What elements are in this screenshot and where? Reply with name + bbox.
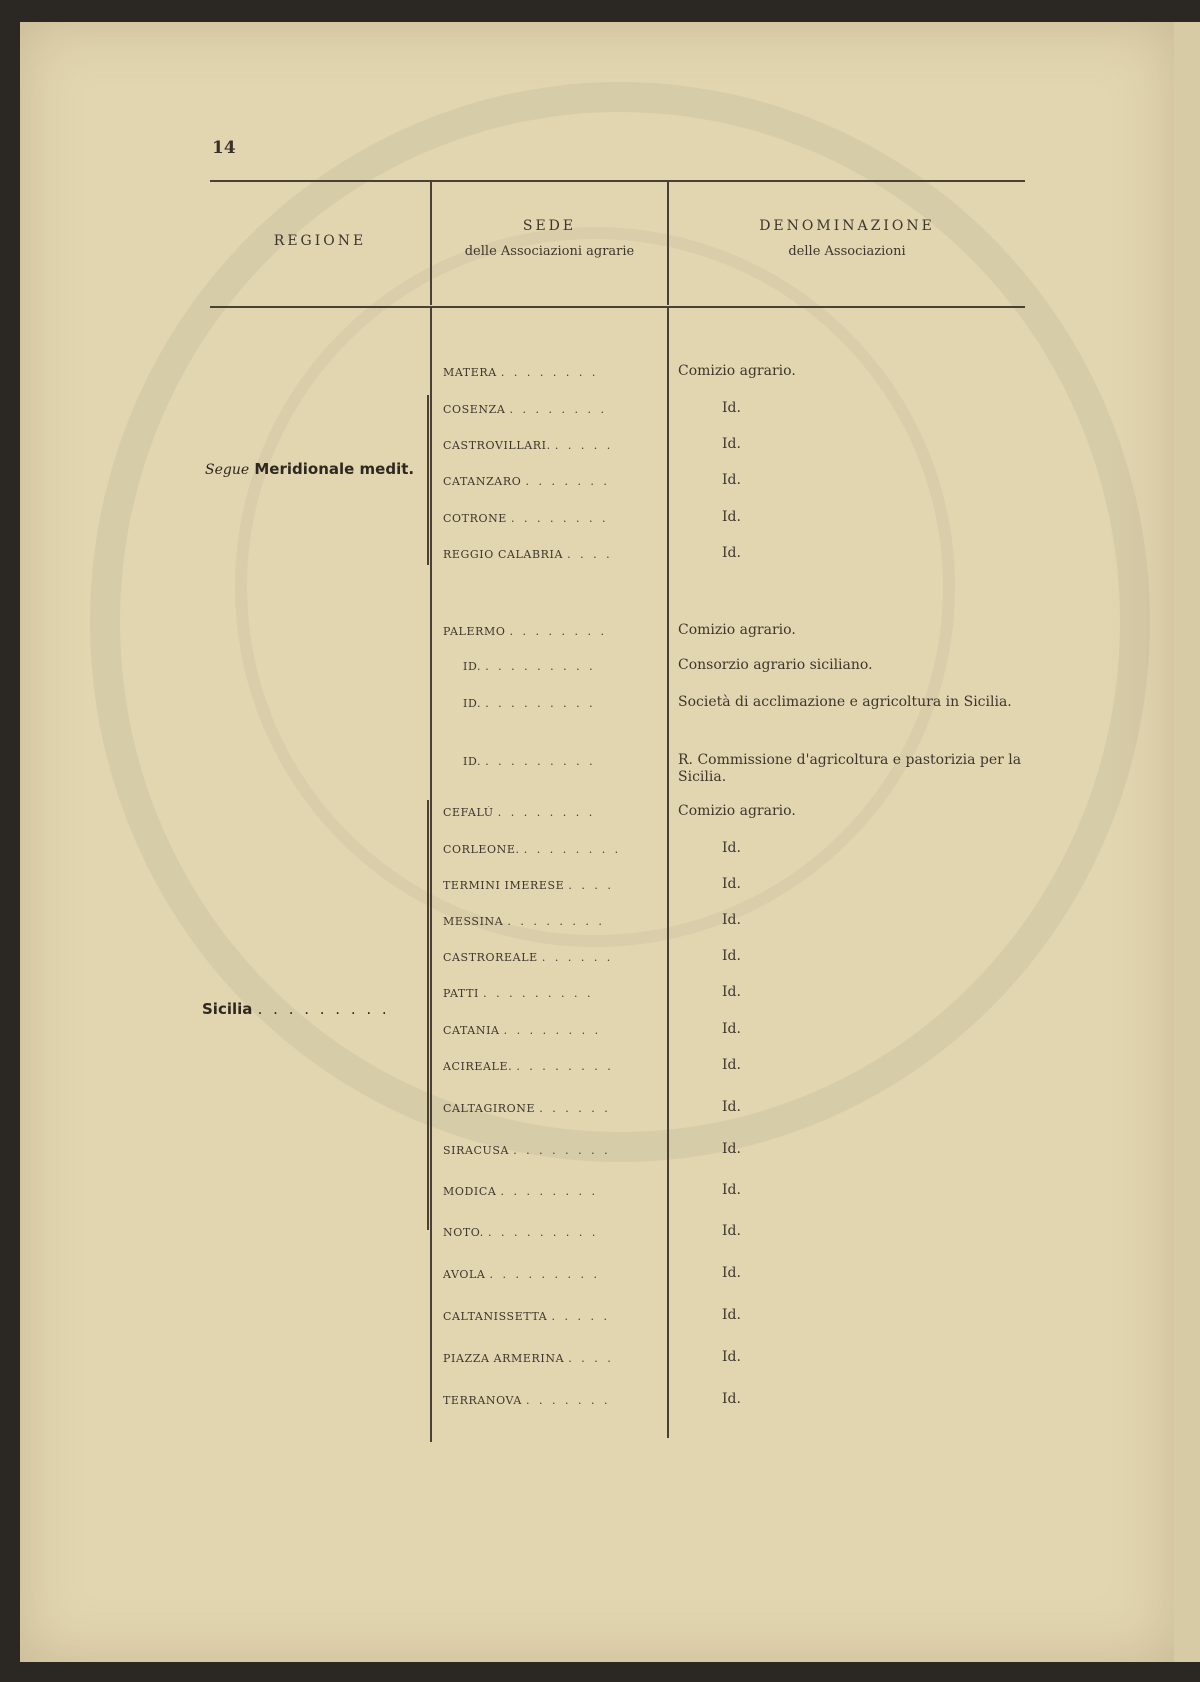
- table-row-denominazione: Id.: [722, 1057, 741, 1073]
- sede-dots: . . . . . . . .: [509, 403, 607, 416]
- sede-dots: . . . . . . . .: [500, 1185, 598, 1198]
- header-sede-sub: delle Associazioni agrarie: [464, 244, 635, 259]
- sede-dots: . . . . . . . . .: [485, 660, 596, 673]
- sede-dots: . . . . . . . .: [523, 843, 622, 856]
- table-row-sede: [443, 439, 658, 452]
- table-row-sede: [443, 403, 658, 416]
- table-row-sede: [443, 843, 658, 856]
- sede-dots: . . . . . . .: [525, 1394, 611, 1407]
- sede-dots: . . . . . . . .: [503, 1024, 602, 1037]
- table-row-sede: [463, 660, 678, 673]
- table-row-denominazione: Id.: [722, 509, 741, 525]
- col-divider-1-body: [430, 308, 432, 1442]
- table-row-sede: [443, 1226, 658, 1239]
- header-regione-label: REGIONE: [273, 233, 367, 249]
- sede-name: ID.: [463, 755, 482, 768]
- sede-dots: . . . . . . . . .: [489, 1268, 600, 1281]
- header-sede-label: SEDE: [522, 218, 577, 234]
- sede-name: CATANZARO: [443, 475, 522, 488]
- sede-name: TERRANOVA: [443, 1394, 522, 1407]
- table-row-sede: [443, 879, 658, 892]
- table-row-denominazione: Id.: [722, 1021, 741, 1037]
- sede-dots: . . . . . . . .: [511, 512, 609, 525]
- page-number: 14: [212, 138, 236, 158]
- table-row-denominazione: Id.: [722, 840, 741, 856]
- sede-name: PALERMO: [443, 625, 506, 638]
- region-dots: . . . . . . . . .: [257, 1000, 390, 1018]
- sede-name: CORLEONE.: [443, 843, 520, 856]
- sede-name: PATTI: [443, 987, 479, 1000]
- table-row-denominazione: Id.: [722, 948, 741, 964]
- table-row-sede: [443, 625, 658, 638]
- table-row-sede: [443, 1024, 658, 1037]
- table-row-denominazione: Id.: [722, 1182, 741, 1198]
- sede-dots: . . . . . . . .: [509, 625, 607, 638]
- sede-name: MODICA: [443, 1185, 497, 1198]
- header-regione: [210, 233, 430, 249]
- table-row-sede: [443, 915, 658, 928]
- table-row-sede: [443, 1144, 658, 1157]
- region-meridionale: [205, 460, 414, 478]
- sede-dots: . . . . . . . .: [516, 1060, 614, 1073]
- sede-name: REGGIO CALABRIA: [443, 548, 564, 561]
- sede-name: CASTROVILLARI.: [443, 439, 551, 452]
- table-row-denominazione: Comizio agrario.: [678, 622, 796, 638]
- table-row-denominazione: Id.: [722, 1099, 741, 1115]
- table-row-denominazione: Id.: [722, 1141, 741, 1157]
- sede-dots: . . . . .: [554, 439, 614, 452]
- table-row-denominazione: Id.: [722, 436, 741, 452]
- next-page-edge: [1174, 22, 1200, 1662]
- table-row-denominazione: R. Commissione d'agricoltura e pastorizia per la Sicilia.: [678, 752, 1022, 785]
- sede-name: AVOLA: [443, 1268, 486, 1281]
- sede-name: COTRONE: [443, 512, 507, 525]
- sede-name: CASTROREALE: [443, 951, 538, 964]
- sede-dots: . . . . . .: [539, 1102, 611, 1115]
- table-row-denominazione: Id.: [722, 400, 741, 416]
- region-sicilia: [202, 1000, 390, 1018]
- sede-name: CEFALÙ: [443, 806, 494, 819]
- table-row-denominazione: Id.: [722, 1307, 741, 1323]
- table-top-rule: [210, 180, 1025, 182]
- sede-dots: . . . . . . . . .: [485, 755, 596, 768]
- region-prefix: Segue: [205, 462, 250, 478]
- table-row-denominazione: Id.: [722, 1223, 741, 1239]
- header-denominazione: [669, 218, 1025, 259]
- table-row-sede: [443, 951, 658, 964]
- region-name: Sicilia: [202, 1000, 253, 1018]
- table-row-sede: [443, 1060, 658, 1073]
- sede-name: MESSINA: [443, 915, 504, 928]
- table-row-denominazione: Id.: [722, 1349, 741, 1365]
- header-bottom-rule: [210, 306, 1025, 308]
- sede-dots: . . . .: [568, 879, 614, 892]
- sede-name: CALTANISSETTA: [443, 1310, 548, 1323]
- table-row-denominazione: Id.: [722, 545, 741, 561]
- table-row-sede: [443, 1185, 658, 1198]
- table-row-sede: [443, 475, 658, 488]
- header-denominazione-label: DENOMINAZIONE: [759, 218, 935, 234]
- header-sede: [432, 218, 667, 259]
- brace-sicilia: [427, 800, 429, 1230]
- sede-dots: . . . . . . . . .: [487, 1226, 599, 1239]
- sede-name: SIRACUSA: [443, 1144, 510, 1157]
- watermark-seal-inner: [235, 227, 955, 947]
- sede-dots: . . . . .: [551, 1310, 610, 1323]
- sede-name: MATERA: [443, 366, 497, 379]
- sede-name: ID.: [463, 697, 482, 710]
- sede-dots: . . . . . . . .: [497, 806, 596, 819]
- brace-meridionale: [427, 395, 429, 565]
- sede-dots: . . . .: [567, 548, 613, 561]
- sede-name: PIAZZA ARMERINA: [443, 1352, 565, 1365]
- sede-name: CALTAGIRONE: [443, 1102, 536, 1115]
- table-row-sede: [443, 548, 658, 561]
- table-row-sede: [463, 697, 678, 710]
- sede-dots: . . . . . . . .: [507, 915, 605, 928]
- table-row-denominazione: Id.: [722, 984, 741, 1000]
- sede-name: TERMINI IMERESE: [443, 879, 565, 892]
- table-row-denominazione: Id.: [722, 912, 741, 928]
- table-row-denominazione: Consorzio agrario siciliano.: [678, 657, 873, 673]
- sede-name: COSENZA: [443, 403, 506, 416]
- sede-name: ID.: [463, 660, 482, 673]
- sede-dots: . . . . . .: [541, 951, 614, 964]
- sede-name: NOTO.: [443, 1226, 484, 1239]
- table-row-sede: [443, 1310, 658, 1323]
- table-row-denominazione: Comizio agrario.: [678, 803, 796, 819]
- sede-dots: . . . .: [568, 1352, 614, 1365]
- sede-dots: . . . . . . . . .: [483, 987, 594, 1000]
- region-name: Meridionale medit.: [254, 460, 415, 478]
- table-row-sede: [443, 1102, 658, 1115]
- table-row-denominazione: Società di acclimazione e agricoltura in Sicilia.: [678, 694, 1012, 710]
- table-row-sede: [463, 755, 678, 768]
- table-row-sede: [443, 987, 658, 1000]
- sede-dots: . . . . . . . .: [500, 366, 599, 379]
- sede-dots: . . . . . . .: [525, 475, 610, 488]
- table-row-sede: [443, 1352, 658, 1365]
- table-row-sede: [443, 512, 658, 525]
- header-denominazione-sub: delle Associazioni: [788, 244, 906, 259]
- sede-name: CATANIA: [443, 1024, 500, 1037]
- table-row-denominazione: Id.: [722, 472, 741, 488]
- table-row-denominazione: Id.: [722, 1391, 741, 1407]
- sede-name: ACIREALE.: [443, 1060, 513, 1073]
- table-row-denominazione: Id.: [722, 876, 741, 892]
- table-row-denominazione: Id.: [722, 1265, 741, 1281]
- table-row-sede: [443, 1268, 658, 1281]
- sede-dots: . . . . . . . . .: [485, 697, 596, 710]
- col-divider-2-body: [667, 308, 669, 1438]
- sede-dots: . . . . . . . .: [513, 1144, 611, 1157]
- table-row-sede: [443, 1394, 658, 1407]
- table-row-sede: [443, 366, 658, 379]
- table-row-sede: [443, 806, 658, 819]
- table-row-denominazione: Comizio agrario.: [678, 363, 796, 379]
